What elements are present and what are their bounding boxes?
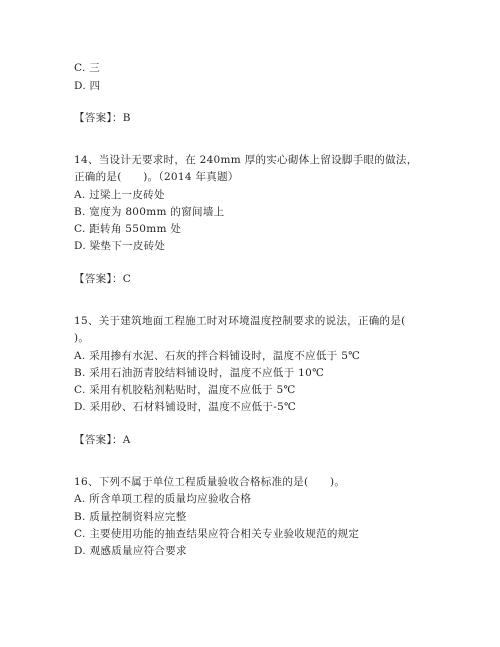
q15-stem-line-2: )。 bbox=[74, 332, 90, 344]
q14-option-b: B. 宽度为 800mm 的窗间墙上 bbox=[74, 206, 225, 218]
q14-stem-line-1: 14、当设计无要求时，在 240mm 厚的实心砌体上留设脚手眼的做法， bbox=[74, 154, 418, 166]
q16-option-c: C. 主要使用功能的抽查结果应符合相关专业验收规范的规定 bbox=[74, 528, 360, 540]
q14-option-c: C. 距转角 550mm 处 bbox=[74, 223, 182, 235]
q14-answer: 【答案】：C bbox=[74, 273, 132, 285]
q15-stem-line-1: 15、关于建筑地面工程施工时对环境温度控制要求的说法，正确的是( bbox=[74, 315, 406, 327]
q13-option-c: C. 三 bbox=[74, 62, 101, 74]
q16-stem-line-1: 16、下列不属于单位工程质量验收合格标准的是( )。 bbox=[74, 476, 346, 488]
q14-option-a: A. 过梁上一皮砖处 bbox=[74, 189, 165, 201]
q16-option-a: A. 所含单项工程的质量均应验收合格 bbox=[74, 493, 252, 505]
q16-option-d: D. 观感质量应符合要求 bbox=[74, 545, 187, 557]
q13-answer: 【答案】：B bbox=[74, 112, 131, 124]
q16-option-b: B. 质量控制资料应完整 bbox=[74, 511, 187, 523]
q15-option-a: A. 采用掺有水泥、石灰的拌合料铺设时，温度不应低于 5℃ bbox=[74, 350, 361, 362]
q15-option-c: C. 采用有机胶粘剂粘贴时，温度不应低于 5℃ bbox=[74, 384, 296, 396]
q13-option-d: D. 四 bbox=[74, 80, 101, 92]
q15-option-b: B. 采用石油沥青胶结料铺设时，温度不应低于 10℃ bbox=[74, 367, 325, 379]
q15-option-d: D. 采用砂、石材料铺设时，温度不应低于-5℃ bbox=[74, 401, 297, 413]
q15-answer: 【答案】：A bbox=[74, 434, 131, 446]
q14-stem-line-2: 正确的是( )。（2014 年真题） bbox=[74, 171, 239, 183]
q14-option-d: D. 梁垫下一皮砖处 bbox=[74, 240, 166, 252]
